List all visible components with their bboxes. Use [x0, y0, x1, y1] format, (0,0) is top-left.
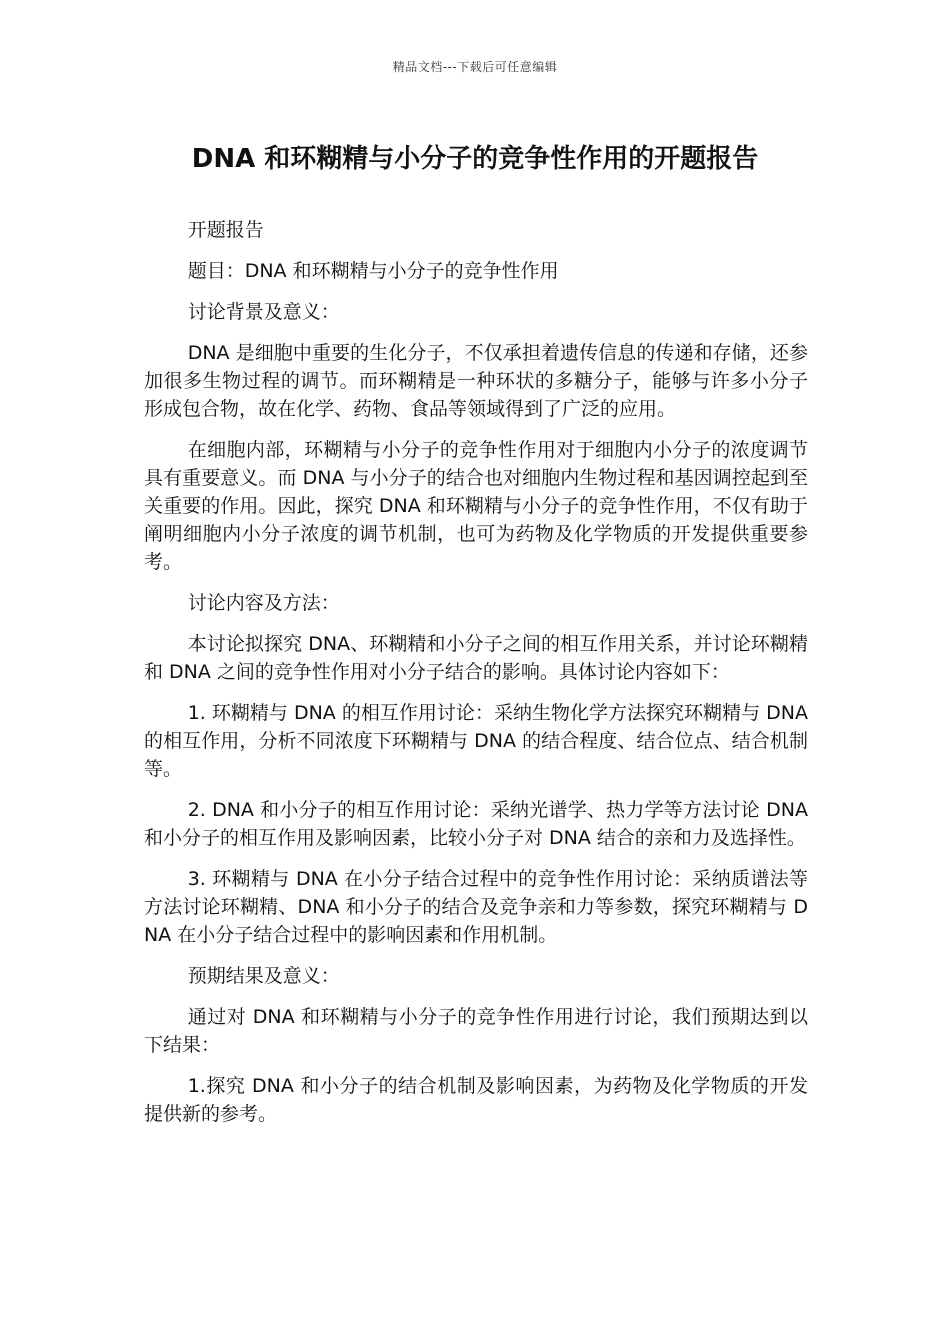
paragraph-topic: 题目：DNA 和环糊精与小分子的竞争性作用 [187, 260, 559, 282]
heading-content-methods: 讨论内容及方法： [187, 592, 340, 614]
list-item-result-1: 1.探究 DNA 和小分子的结合机制及影响因素，为药物及化学物质的开发提供新的参考。 [144, 1075, 808, 1125]
paragraph-background-2: 在细胞内部，环糊精与小分子的竞争性作用对于细胞内小分子的浓度调节具有重要意义。而 DNA 与小分子的结合也对细胞内生物过程和基因调控起到至关重要的作用。因此，探究 DNA 和环糊精与小分子的竞争性作用，不仅有助于阐明细胞内小分子浓度的调节机制，也可为药物及化学物质的开发提供重要参考。 [144, 439, 808, 573]
paragraph-content-intro: 本讨论拟探究 DNA、环糊精和小分子之间的相互作用关系，并讨论环糊精和 DNA 之间的竞争性作用对小分子结合的影响。具体讨论内容如下： [144, 633, 808, 683]
document-body [144, 216, 808, 1141]
paragraph-background-1: DNA 是细胞中重要的生化分子，不仅承担着遗传信息的传递和存储，还参加很多生物过程的调节。而环糊精是一种环状的多糖分子，能够与许多小分子形成包合物，故在化学、药物、食品等领域得到了广泛的应用。 [144, 342, 808, 420]
list-item-method-3: 3. 环糊精与 DNA 在小分子结合过程中的竞争性作用讨论：采纳质谱法等方法讨论环糊精、DNA 和小分子的结合及竞争亲和力等参数，探究环糊精与 DNA 在小分子结合过程中的影响因素和作用机制。 [144, 868, 808, 946]
heading-background: 讨论背景及意义： [187, 301, 340, 323]
paragraph-expected-intro: 通过对 DNA 和环糊精与小分子的竞争性作用进行讨论，我们预期达到以下结果： [144, 1006, 808, 1056]
header-note: 精品文档---下载后可任意编辑 [392, 60, 558, 74]
paragraph-section-label: 开题报告 [187, 219, 264, 241]
heading-expected-results: 预期结果及意义： [187, 965, 340, 987]
list-item-method-2: 2. DNA 和小分子的相互作用讨论：采纳光谱学、热力学等方法讨论 DNA 和小分子的相互作用及影响因素，比较小分子对 DNA 结合的亲和力及选择性。 [144, 799, 808, 849]
list-item-method-1: 1. 环糊精与 DNA 的相互作用讨论：采纳生物化学方法探究环糊精与 DNA 的相互作用，分析不同浓度下环糊精与 DNA 的结合程度、结合位点、结合机制等。 [144, 702, 809, 780]
document-title: DNA 和环糊精与小分子的竞争性作用的开题报告 [191, 144, 759, 174]
